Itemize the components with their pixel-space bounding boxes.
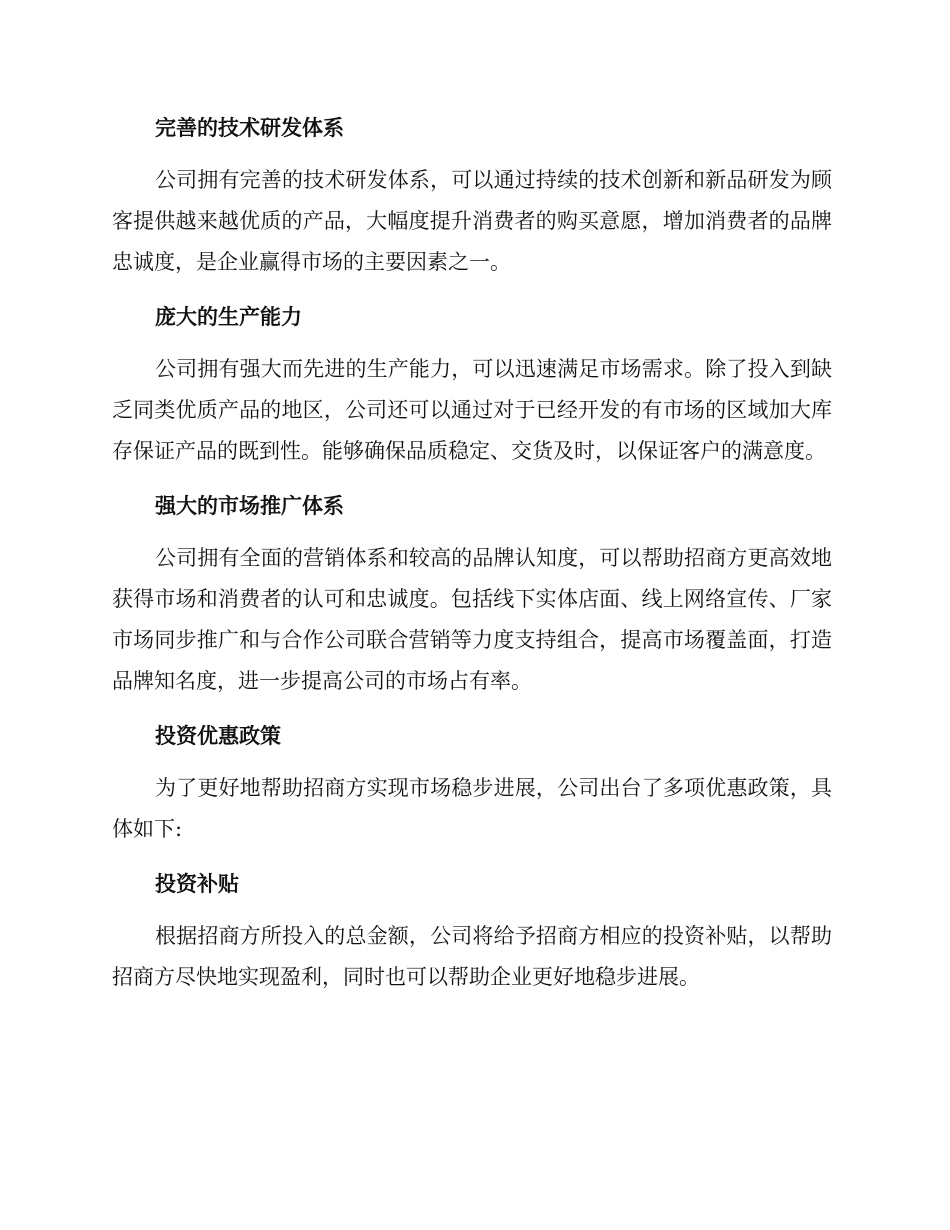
section-heading-investment-subsidy: 投资补贴 bbox=[155, 872, 239, 896]
section-paragraph-investment-policy: 为了更好地帮助招商方实现市场稳步进展，公司出台了多项优惠政策，具体如下: bbox=[112, 776, 832, 841]
section-paragraph-rd-system: 公司拥有完善的技术研发体系，可以通过持续的技术创新和新品研发为顾客提供越来越优质的产品，大幅度提升消费者的购买意愿，增加消费者的品牌忠诚度，是企业赢得市场的主要因素之一。 bbox=[112, 168, 832, 274]
section-heading-marketing-system: 强大的市场推广体系 bbox=[155, 494, 344, 518]
section-heading-rd-system: 完善的技术研发体系 bbox=[155, 116, 344, 140]
section-heading-production-capacity: 庞大的生产能力 bbox=[155, 305, 302, 329]
section-paragraph-production-capacity: 公司拥有强大而先进的生产能力，可以迅速满足市场需求。除了投入到缺乏同类优质产品的地区，公司还可以通过对于已经开发的有市场的区域加大库存保证产品的既到性。能够确保品质稳定、交货及时，以保证客户的满意度。 bbox=[112, 357, 832, 463]
section-paragraph-investment-subsidy: 根据招商方所投入的总金额，公司将给予招商方相应的投资补贴，以帮助招商方尽快地实现盈利，同时也可以帮助企业更好地稳步进展。 bbox=[112, 924, 832, 989]
document-body bbox=[112, 107, 832, 1011]
section-heading-investment-policy: 投资优惠政策 bbox=[155, 724, 281, 748]
section-paragraph-marketing-system: 公司拥有全面的营销体系和较高的品牌认知度，可以帮助招商方更高效地获得市场和消费者的认可和忠诚度。包括线下实体店面、线上网络宣传、厂家市场同步推广和与合作公司联合营销等力度支持组合，提高市场覆盖面，打造品牌知名度，进一步提高公司的市场占有率。 bbox=[112, 546, 832, 693]
